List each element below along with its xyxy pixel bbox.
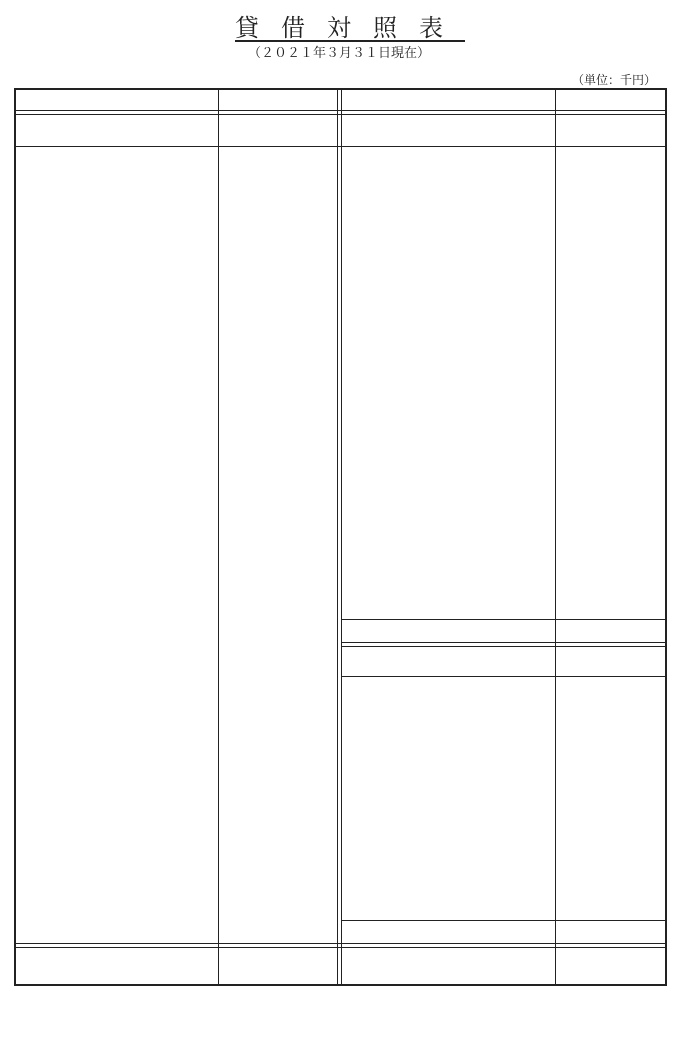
- divider: [337, 88, 338, 986]
- divider: [341, 88, 342, 986]
- divider: [341, 646, 667, 647]
- divider: [14, 947, 667, 948]
- document-title: 貸借対照表: [235, 14, 465, 42]
- as-of-date: （２０２１年３月３１日現在）: [247, 46, 430, 61]
- divider: [341, 619, 667, 620]
- unit-label: （単位：千円）: [571, 73, 656, 87]
- divider: [14, 146, 667, 147]
- divider: [14, 110, 667, 111]
- divider: [341, 920, 667, 921]
- divider: [14, 943, 667, 944]
- divider: [218, 88, 219, 986]
- divider: [341, 642, 667, 643]
- divider: [14, 114, 667, 115]
- divider: [341, 676, 667, 677]
- divider: [555, 88, 556, 986]
